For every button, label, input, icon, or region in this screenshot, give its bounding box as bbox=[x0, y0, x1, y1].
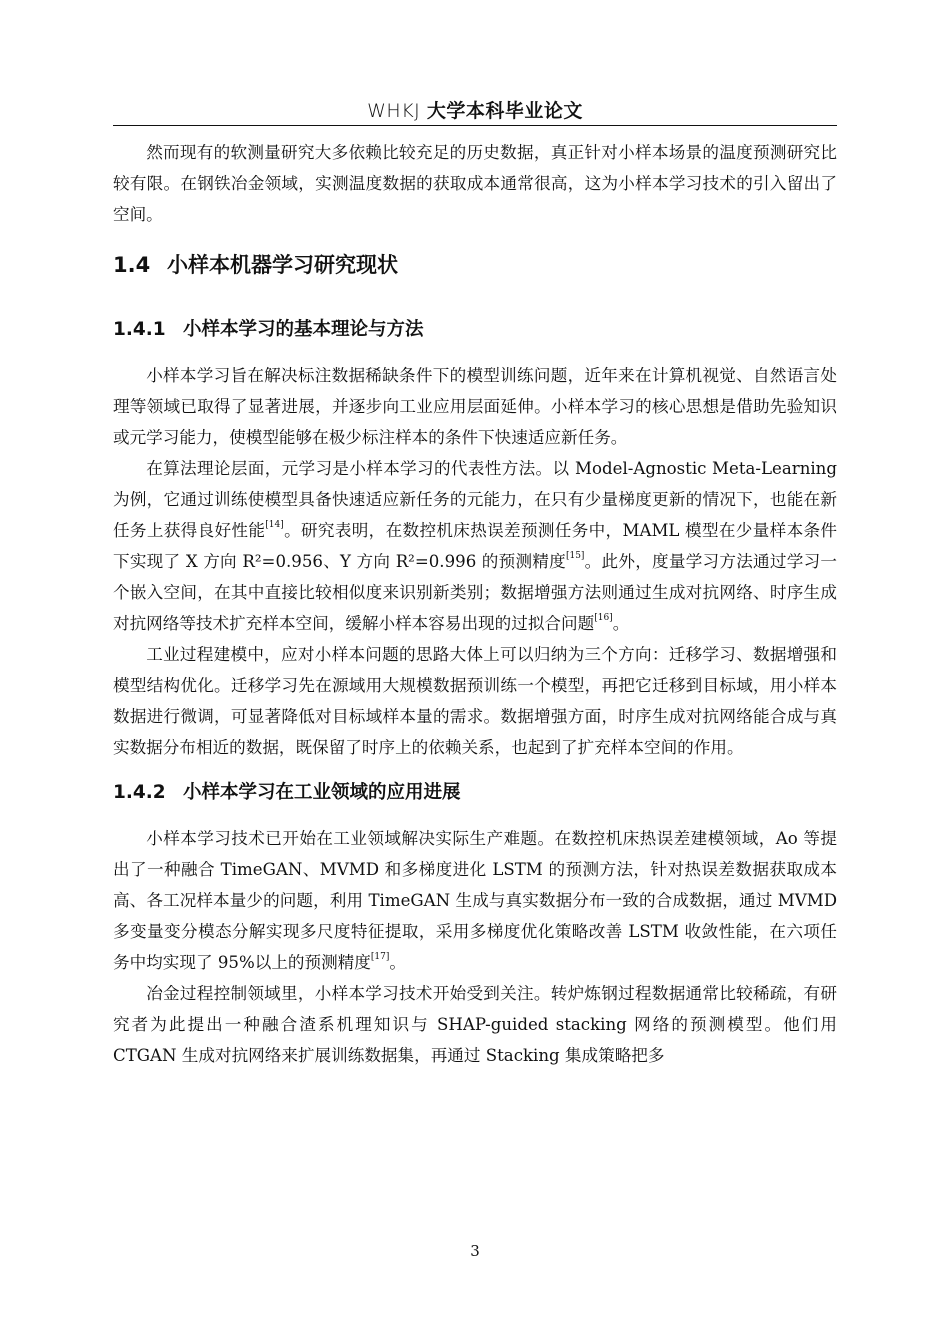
paragraph-intro: 然而现有的软测量研究大多依赖比较充足的历史数据，真正针对小样本场景的温度预测研究比较有限。在钢铁冶金领域，实测温度数据的获取成本通常很高，这为小样本学习技术的引入留出了空间。 bbox=[113, 143, 837, 224]
subsection-heading-1-4-1 bbox=[113, 300, 837, 360]
subsection-number: 1.4.1 bbox=[113, 319, 166, 340]
paragraph-5: 冶金过程控制领域里，小样本学习技术开始受到关注。转炉炼钢过程数据通常比较稀疏，有研究者为此提出一种融合渣系机理知识与 SHAP-guided stacking 网络的预测模型。他们用 CTGAN 生成对抗网络来扩展训练数据集，再通过 Stacking 集成策略把多 bbox=[113, 984, 837, 1065]
citation-17: [17] bbox=[370, 952, 390, 963]
citation-16: [16] bbox=[594, 613, 613, 624]
subsection-heading-1-4-2 bbox=[113, 763, 837, 823]
section-heading-1-4 bbox=[113, 230, 837, 300]
paragraph-text: 。 bbox=[612, 614, 630, 633]
subsection-title: 小样本学习的基本理论与方法 bbox=[183, 319, 424, 340]
paragraph-text: 。此外，度量学习方法通过学习一个嵌入空间，在其中直接比较相似度来识别新类别；数据增强方法则通过生成对抗网络、时序生成对抗网络等技术扩充样本空间，缓解小样本容易出现的过拟合问题 bbox=[113, 552, 837, 633]
paragraph-text: 。 bbox=[389, 953, 406, 972]
subsection-title: 小样本学习在工业领域的应用进展 bbox=[183, 782, 461, 803]
paragraph-4 bbox=[113, 823, 837, 978]
page-number: 3 bbox=[470, 1242, 480, 1260]
paragraph-1: 小样本学习旨在解决标注数据稀缺条件下的模型训练问题，近年来在计算机视觉、自然语言处理等领域已取得了显著进展，并逐步向工业应用层面延伸。小样本学习的核心思想是借助先验知识或元学习能力，使模型能够在极少标注样本的条件下快速适应新任务。 bbox=[113, 366, 837, 447]
paragraph-text: 。研究表明，在数控机床热误差预测任务中，MAML 模型在少量样本条件下实现了 X 方向 R²=0.956、Y 方向 R²=0.996 的预测精度 bbox=[113, 521, 838, 571]
citation-14: [14] bbox=[265, 520, 284, 531]
paragraph-2 bbox=[113, 453, 837, 639]
paragraph-text: 在算法理论层面，元学习是小样本学习的代表性方法。以 Model-Agnostic Meta-Learning 为例，它通过训练使模型具备快速适应新任务的元能力，在只有少量梯度更新的情况下，也能在新任务上获得良好性能 bbox=[113, 459, 837, 540]
header-university-code: WHKJ bbox=[367, 100, 421, 122]
running-header bbox=[113, 96, 837, 123]
section-title: 小样本机器学习研究现状 bbox=[167, 253, 398, 277]
subsection-number: 1.4.2 bbox=[113, 782, 166, 803]
section-number: 1.4 bbox=[113, 253, 151, 277]
citation-15: [15] bbox=[565, 551, 585, 562]
paragraph-text: 小样本学习技术已开始在工业领域解决实际生产难题。在数控机床热误差建模领域，Ao 等提出了一种融合 TimeGAN、MVMD 和多梯度进化 LSTM 的预测方法，针对热误差数据获取成本高、各工况样本量少的问题，利用 TimeGAN 生成与真实数据分布一致的合成数据，通过 MVMD 多变量变分模态分解实现多尺度特征提取，采用多梯度优化策略改善 LSTM 收敛性能，在六项任务中均实现了 95%以上的预测精度 bbox=[113, 829, 837, 972]
header-thesis-title: 大学本科毕业论文 bbox=[426, 100, 583, 122]
main-content bbox=[113, 137, 837, 1071]
header-rule bbox=[113, 125, 837, 126]
paragraph-3: 工业过程建模中，应对小样本问题的思路大体上可以归纳为三个方向：迁移学习、数据增强和模型结构优化。迁移学习先在源域用大规模数据预训练一个模型，再把它迁移到目标域，用小样本数据进行微调，可显著降低对目标域样本量的需求。数据增强方面，时序生成对抗网络能合成与真实数据分布相近的数据，既保留了时序上的依赖关系，也起到了扩充样本空间的作用。 bbox=[113, 645, 837, 757]
